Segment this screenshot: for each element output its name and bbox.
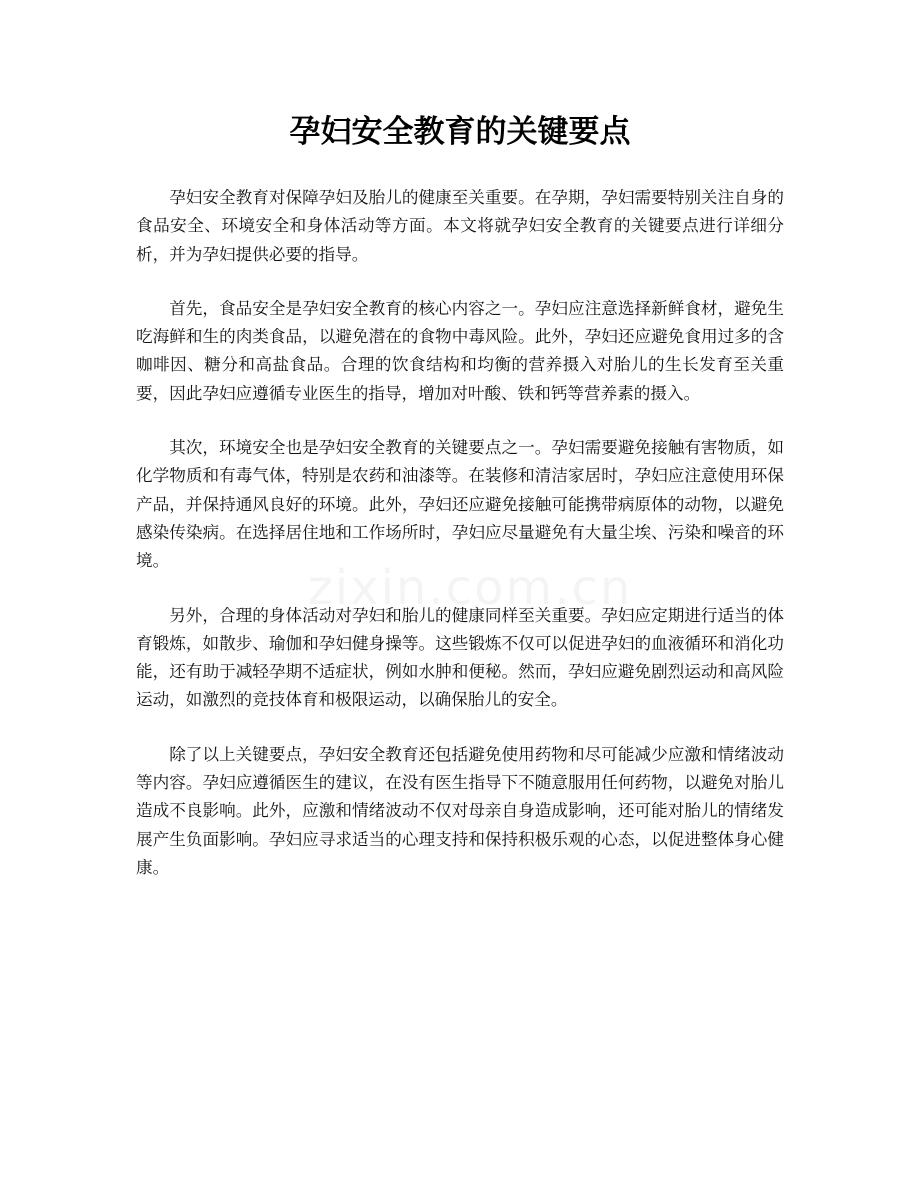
document-body <box>136 184 784 908</box>
paragraph-food-safety: 首先，食品安全是孕妇安全教育的核心内容之一。孕妇应注意选择新鲜食材，避免生吃海鲜和生的肉类食品，以避免潜在的食物中毒风险。此外，孕妇还应避免食用过多的含咖啡因、糖分和高盐食品。合理的饮食结构和均衡的营养摄入对胎儿的生长发育至关重要，因此孕妇应遵循专业医生的指导，增加对叶酸、铁和钙等营养素的摄入。 <box>136 298 784 403</box>
paragraph-medication-emotion: 除了以上关键要点，孕妇安全教育还包括避免使用药物和尽可能减少应激和情绪波动等内容。孕妇应遵循医生的建议，在没有医生指导下不随意服用任何药物，以避免对胎儿造成不良影响。此外，应激和情绪波动不仅对母亲自身造成影响，还可能对胎儿的情绪发展产生负面影响。孕妇应寻求适当的心理支持和保持积极乐观的心态，以促进整体身心健康。 <box>136 744 784 877</box>
paragraph-physical-activity: 另外，合理的身体活动对孕妇和胎儿的健康同样至关重要。孕妇应定期进行适当的体育锻炼，如散步、瑜伽和孕妇健身操等。这些锻炼不仅可以促进孕妇的血液循环和消化功能，还有助于减轻孕期不适症状，例如水肿和便秘。然而，孕妇应避免剧烈运动和高风险运动，如激烈的竞技体育和极限运动，以确保胎儿的安全。 <box>136 605 784 710</box>
paragraph-intro: 孕妇安全教育对保障孕妇及胎儿的健康至关重要。在孕期，孕妇需要特别关注自身的食品安全、环境安全和身体活动等方面。本文将就孕妇安全教育的关键要点进行详细分析，并为孕妇提供必要的指导。 <box>136 188 784 264</box>
paragraph-environment-safety: 其次，环境安全也是孕妇安全教育的关键要点之一。孕妇需要避免接触有害物质，如化学物质和有毒气体，特别是农药和油漆等。在装修和清洁家居时，孕妇应注意使用环保产品，并保持通风良好的环境。此外，孕妇还应避免接触可能携带病原体的动物，以避免感染传染病。在选择居住地和工作场所时，孕妇应尽量避免有大量尘埃、污染和噪音的环境。 <box>136 438 784 571</box>
document-title: 孕妇安全教育的关键要点 <box>289 114 631 150</box>
